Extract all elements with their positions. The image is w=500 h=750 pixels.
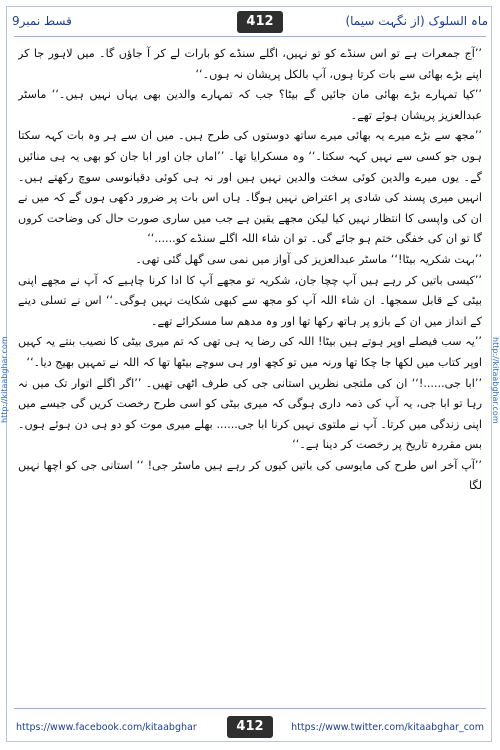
facebook-link[interactable]: https://www.facebook.com/kitaabghar bbox=[16, 722, 197, 733]
page-number-bottom: 412 bbox=[227, 716, 273, 738]
paragraph: ’’ابا جی......!‘‘ ان کی ملتجی نظریں استانی جی کی طرف اٹھی تھیں۔ ’’اگر اگلے اتوار تک میں نہ رہا تو ابا جی، یہ آپ کی ذمہ داری ہوگی کہ میری بیٹی کو اسی طرح رخصت کریں گی جیسے میں اپنی زندگی میں کرتا۔ آپ نے ملتوی نہیں کرنا ابا جی...... بھلے میری موت کو دو ہی دن ہوئے ہوں۔ بس مقررہ تاریخ پر رخصت کر دینا ہے۔‘‘ bbox=[18, 376, 482, 452]
paragraph: ’’آپ آخر اس طرح کی مایوسی کی باتیں کیوں کر رہے ہیں ماسٹر جی! ‘‘ استانی جی کو اچھا نہیں لگا bbox=[18, 458, 482, 493]
page-number-top: 412 bbox=[237, 11, 283, 33]
paragraph: ’’کیا تمہارے بڑے بھائی مان جائیں گے بیٹا؟ جب کہ تمہارے والدین بھی یہاں نہیں ہیں۔‘‘ ماسٹر عبدالعزیز پریشان ہوئے تھے۔ bbox=[18, 88, 482, 122]
episode-label: قسط نمبر9 bbox=[12, 14, 72, 28]
paragraph: ’’بہت شکریہ بیٹا!‘‘ ماسٹر عبدالعزیز کی آواز میں نمی سی گھل گئی تھی۔ bbox=[135, 252, 482, 266]
footer-divider bbox=[14, 708, 486, 709]
side-url-right[interactable]: http://kitaabghar.com bbox=[491, 336, 500, 424]
page-footer bbox=[0, 704, 500, 744]
paragraph: ’’یہ سب فیصلے اوپر ہوتے ہیں بیٹا! اللہ کی رضا یہ ہی تھی کہ تم میری بیٹی کا نصیب بنتے یہ کہیں اوپر کتاب میں لکھا جا چکا تھا ورنہ میں تو کچھ اور ہی سوچے بیٹھا تھا کہ اللہ نے تمہیں بھیج دیا۔‘‘ bbox=[18, 335, 482, 369]
header-divider bbox=[14, 36, 486, 37]
page-header bbox=[10, 10, 490, 36]
paragraph: ’’کیسی باتیں کر رہے ہیں آپ چچا جان، شکریہ تو مجھے آپ کا ادا کرنا چاہیے کہ آپ نے مجھے اپنی بیٹی کے قابل سمجھا۔ ان شاء اللہ آپ کو مجھ سے کبھی شکایت نہیں ہوگی۔‘‘ اس نے تسلی دینے کے انداز میں ان کے بازو پر ہاتھ رکھا تھا اور وہ مدھم سا مسکرائے تھے۔ bbox=[18, 273, 482, 328]
body-text bbox=[18, 44, 482, 692]
paragraph: ’’آج جمعرات ہے تو اس سنڈے کو تو نہیں، اگلے سنڈے کو بارات لے کر آ جاؤں گا۔ میں لاہور جا کر اپنے بڑے بھائی سے بات کرتا ہوں، آپ بالکل پریشان نہ ہوں۔‘‘ bbox=[18, 47, 482, 81]
book-title: ماہ السلوک (از نگہت سیما) bbox=[345, 14, 488, 28]
side-url-left[interactable]: http://kitaabghar.com bbox=[0, 336, 9, 424]
twitter-link[interactable]: https://www.twitter.com/kitaabghar_com bbox=[291, 722, 484, 733]
paragraph: ’’مجھ سے بڑے میرے یہ بھائی میرے ساتھ دوستوں کی طرح ہیں۔ میں ان سے ہر وہ بات کہہ سکتا ہوں جو کسی سے نہیں کہہ سکتا۔‘‘ وہ مسکرایا تھا۔ ’’اماں جان اور ابا جان کو بھی یہ ہی منائیں گے۔ یوں میرے والدین کوئی سخت والدین نہیں ہیں اور نہ ہی کوئی دقیانوسی سوچ رکھتے ہیں۔ انہیں میری پسند کی شادی پر اعتراض نہیں ہوگا۔ ہاں اس بات پر ضرور دکھی ہوں گے کہ میں نے ان کی واپسی کا انتظار نہیں کیا لیکن مجھے یقین ہے جب میں ساری صورت حال کی وضاحت کروں گا تو ان کی خفگی ختم ہو جائے گی۔ تو ان شاء اللہ اگلے سنڈے کو......‘‘ bbox=[18, 129, 482, 246]
